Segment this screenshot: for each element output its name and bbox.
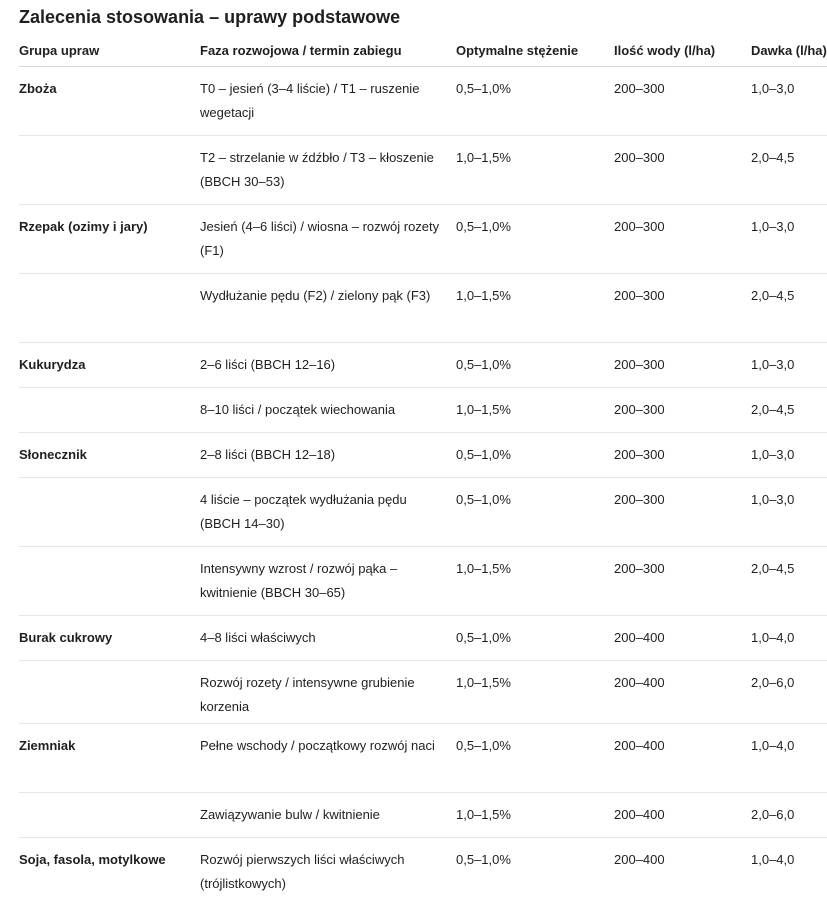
water-volume-cell: 200–300	[614, 433, 751, 478]
concentration-cell: 1,0–1,5%	[456, 793, 614, 838]
growth-phase-cell: Rozwój pierwszych liści właściwych (trójlistkowych)	[200, 838, 456, 914]
table-header-row	[19, 34, 827, 67]
growth-phase-cell: Zawiązywanie bulw / kwitnienie	[200, 793, 456, 838]
growth-phase-cell: 2–8 liści (BBCH 12–18)	[200, 433, 456, 478]
growth-phase-cell: 4–8 liści właściwych	[200, 616, 456, 661]
table-row	[19, 433, 827, 478]
dose-cell: 2,0–6,0	[751, 661, 827, 724]
concentration-cell: 0,5–1,0%	[456, 67, 614, 136]
dose-cell: 2,0–4,5	[751, 274, 827, 343]
table-row	[19, 838, 827, 914]
crop-group-cell: Ziemniak	[19, 724, 200, 793]
dose-cell: 1,0–3,0	[751, 67, 827, 136]
growth-phase-cell: Intensywny wzrost / rozwój pąka – kwitnienie (BBCH 30–65)	[200, 547, 456, 616]
water-volume-cell: 200–400	[614, 616, 751, 661]
dose-cell: 1,0–4,0	[751, 724, 827, 793]
water-volume-cell: 200–300	[614, 388, 751, 433]
dose-cell: 1,0–4,0	[751, 616, 827, 661]
table-row	[19, 388, 827, 433]
dose-cell: 2,0–4,5	[751, 136, 827, 205]
water-volume-cell: 200–400	[614, 724, 751, 793]
table-row	[19, 793, 827, 838]
growth-phase-cell: Jesień (4–6 liści) / wiosna – rozwój rozety (F1)	[200, 205, 456, 274]
water-volume-cell: 200–400	[614, 661, 751, 724]
column-header-crop-group: Grupa upraw	[19, 34, 200, 67]
dose-cell: 2,0–4,5	[751, 547, 827, 616]
concentration-cell: 0,5–1,0%	[456, 205, 614, 274]
table-row	[19, 136, 827, 205]
growth-phase-cell: 8–10 liści / początek wiechowania	[200, 388, 456, 433]
crop-group-cell: Zboża	[19, 67, 200, 136]
concentration-cell: 0,5–1,0%	[456, 343, 614, 388]
crop-group-cell	[19, 661, 200, 724]
dose-cell: 2,0–4,5	[751, 388, 827, 433]
table-row	[19, 616, 827, 661]
water-volume-cell: 200–400	[614, 838, 751, 914]
dose-cell: 2,0–6,0	[751, 793, 827, 838]
water-volume-cell: 200–300	[614, 547, 751, 616]
crop-group-cell	[19, 136, 200, 205]
concentration-cell: 0,5–1,0%	[456, 838, 614, 914]
concentration-cell: 0,5–1,0%	[456, 478, 614, 547]
concentration-cell: 1,0–1,5%	[456, 274, 614, 343]
crop-group-cell: Soja, fasola, motylkowe	[19, 838, 200, 914]
column-header-concentration: Optymalne stężenie	[456, 34, 614, 67]
crop-group-cell	[19, 478, 200, 547]
crop-group-cell: Rzepak (ozimy i jary)	[19, 205, 200, 274]
dose-cell: 1,0–3,0	[751, 433, 827, 478]
water-volume-cell: 200–400	[614, 793, 751, 838]
column-header-water-volume: Ilość wody (l/ha)	[614, 34, 751, 67]
growth-phase-cell: 2–6 liści (BBCH 12–16)	[200, 343, 456, 388]
table-row	[19, 547, 827, 616]
water-volume-cell: 200–300	[614, 136, 751, 205]
water-volume-cell: 200–300	[614, 205, 751, 274]
crop-group-cell: Słonecznik	[19, 433, 200, 478]
growth-phase-cell: Pełne wschody / początkowy rozwój naci	[200, 724, 456, 793]
growth-phase-cell: 4 liście – początek wydłużania pędu (BBCH 14–30)	[200, 478, 456, 547]
column-header-dose: Dawka (l/ha)	[751, 34, 827, 67]
concentration-cell: 0,5–1,0%	[456, 433, 614, 478]
crop-group-cell	[19, 274, 200, 343]
crop-group-cell: Burak cukrowy	[19, 616, 200, 661]
table-row	[19, 724, 827, 793]
crop-group-cell: Kukurydza	[19, 343, 200, 388]
crop-group-cell	[19, 547, 200, 616]
table-row	[19, 67, 827, 136]
dose-cell: 1,0–3,0	[751, 205, 827, 274]
table-row	[19, 478, 827, 547]
table-row	[19, 274, 827, 343]
concentration-cell: 0,5–1,0%	[456, 724, 614, 793]
page-title: Zalecenia stosowania – uprawy podstawowe	[19, 5, 400, 29]
dose-cell: 1,0–4,0	[751, 838, 827, 914]
crop-group-cell	[19, 793, 200, 838]
growth-phase-cell: Rozwój rozety / intensywne grubienie korzenia	[200, 661, 456, 724]
concentration-cell: 0,5–1,0%	[456, 616, 614, 661]
concentration-cell: 1,0–1,5%	[456, 388, 614, 433]
water-volume-cell: 200–300	[614, 478, 751, 547]
concentration-cell: 1,0–1,5%	[456, 136, 614, 205]
column-header-growth-phase: Faza rozwojowa / termin zabiegu	[200, 34, 456, 67]
dose-cell: 1,0–3,0	[751, 343, 827, 388]
growth-phase-cell: T2 – strzelanie w źdźbło / T3 – kłoszenie (BBCH 30–53)	[200, 136, 456, 205]
recommendations-table	[19, 34, 827, 914]
growth-phase-cell: T0 – jesień (3–4 liście) / T1 – ruszenie wegetacji	[200, 67, 456, 136]
water-volume-cell: 200–300	[614, 343, 751, 388]
growth-phase-cell: Wydłużanie pędu (F2) / zielony pąk (F3)	[200, 274, 456, 343]
crop-group-cell	[19, 388, 200, 433]
table-row	[19, 661, 827, 724]
water-volume-cell: 200–300	[614, 67, 751, 136]
table-row	[19, 205, 827, 274]
concentration-cell: 1,0–1,5%	[456, 547, 614, 616]
dose-cell: 1,0–3,0	[751, 478, 827, 547]
water-volume-cell: 200–300	[614, 274, 751, 343]
table-row	[19, 343, 827, 388]
concentration-cell: 1,0–1,5%	[456, 661, 614, 724]
